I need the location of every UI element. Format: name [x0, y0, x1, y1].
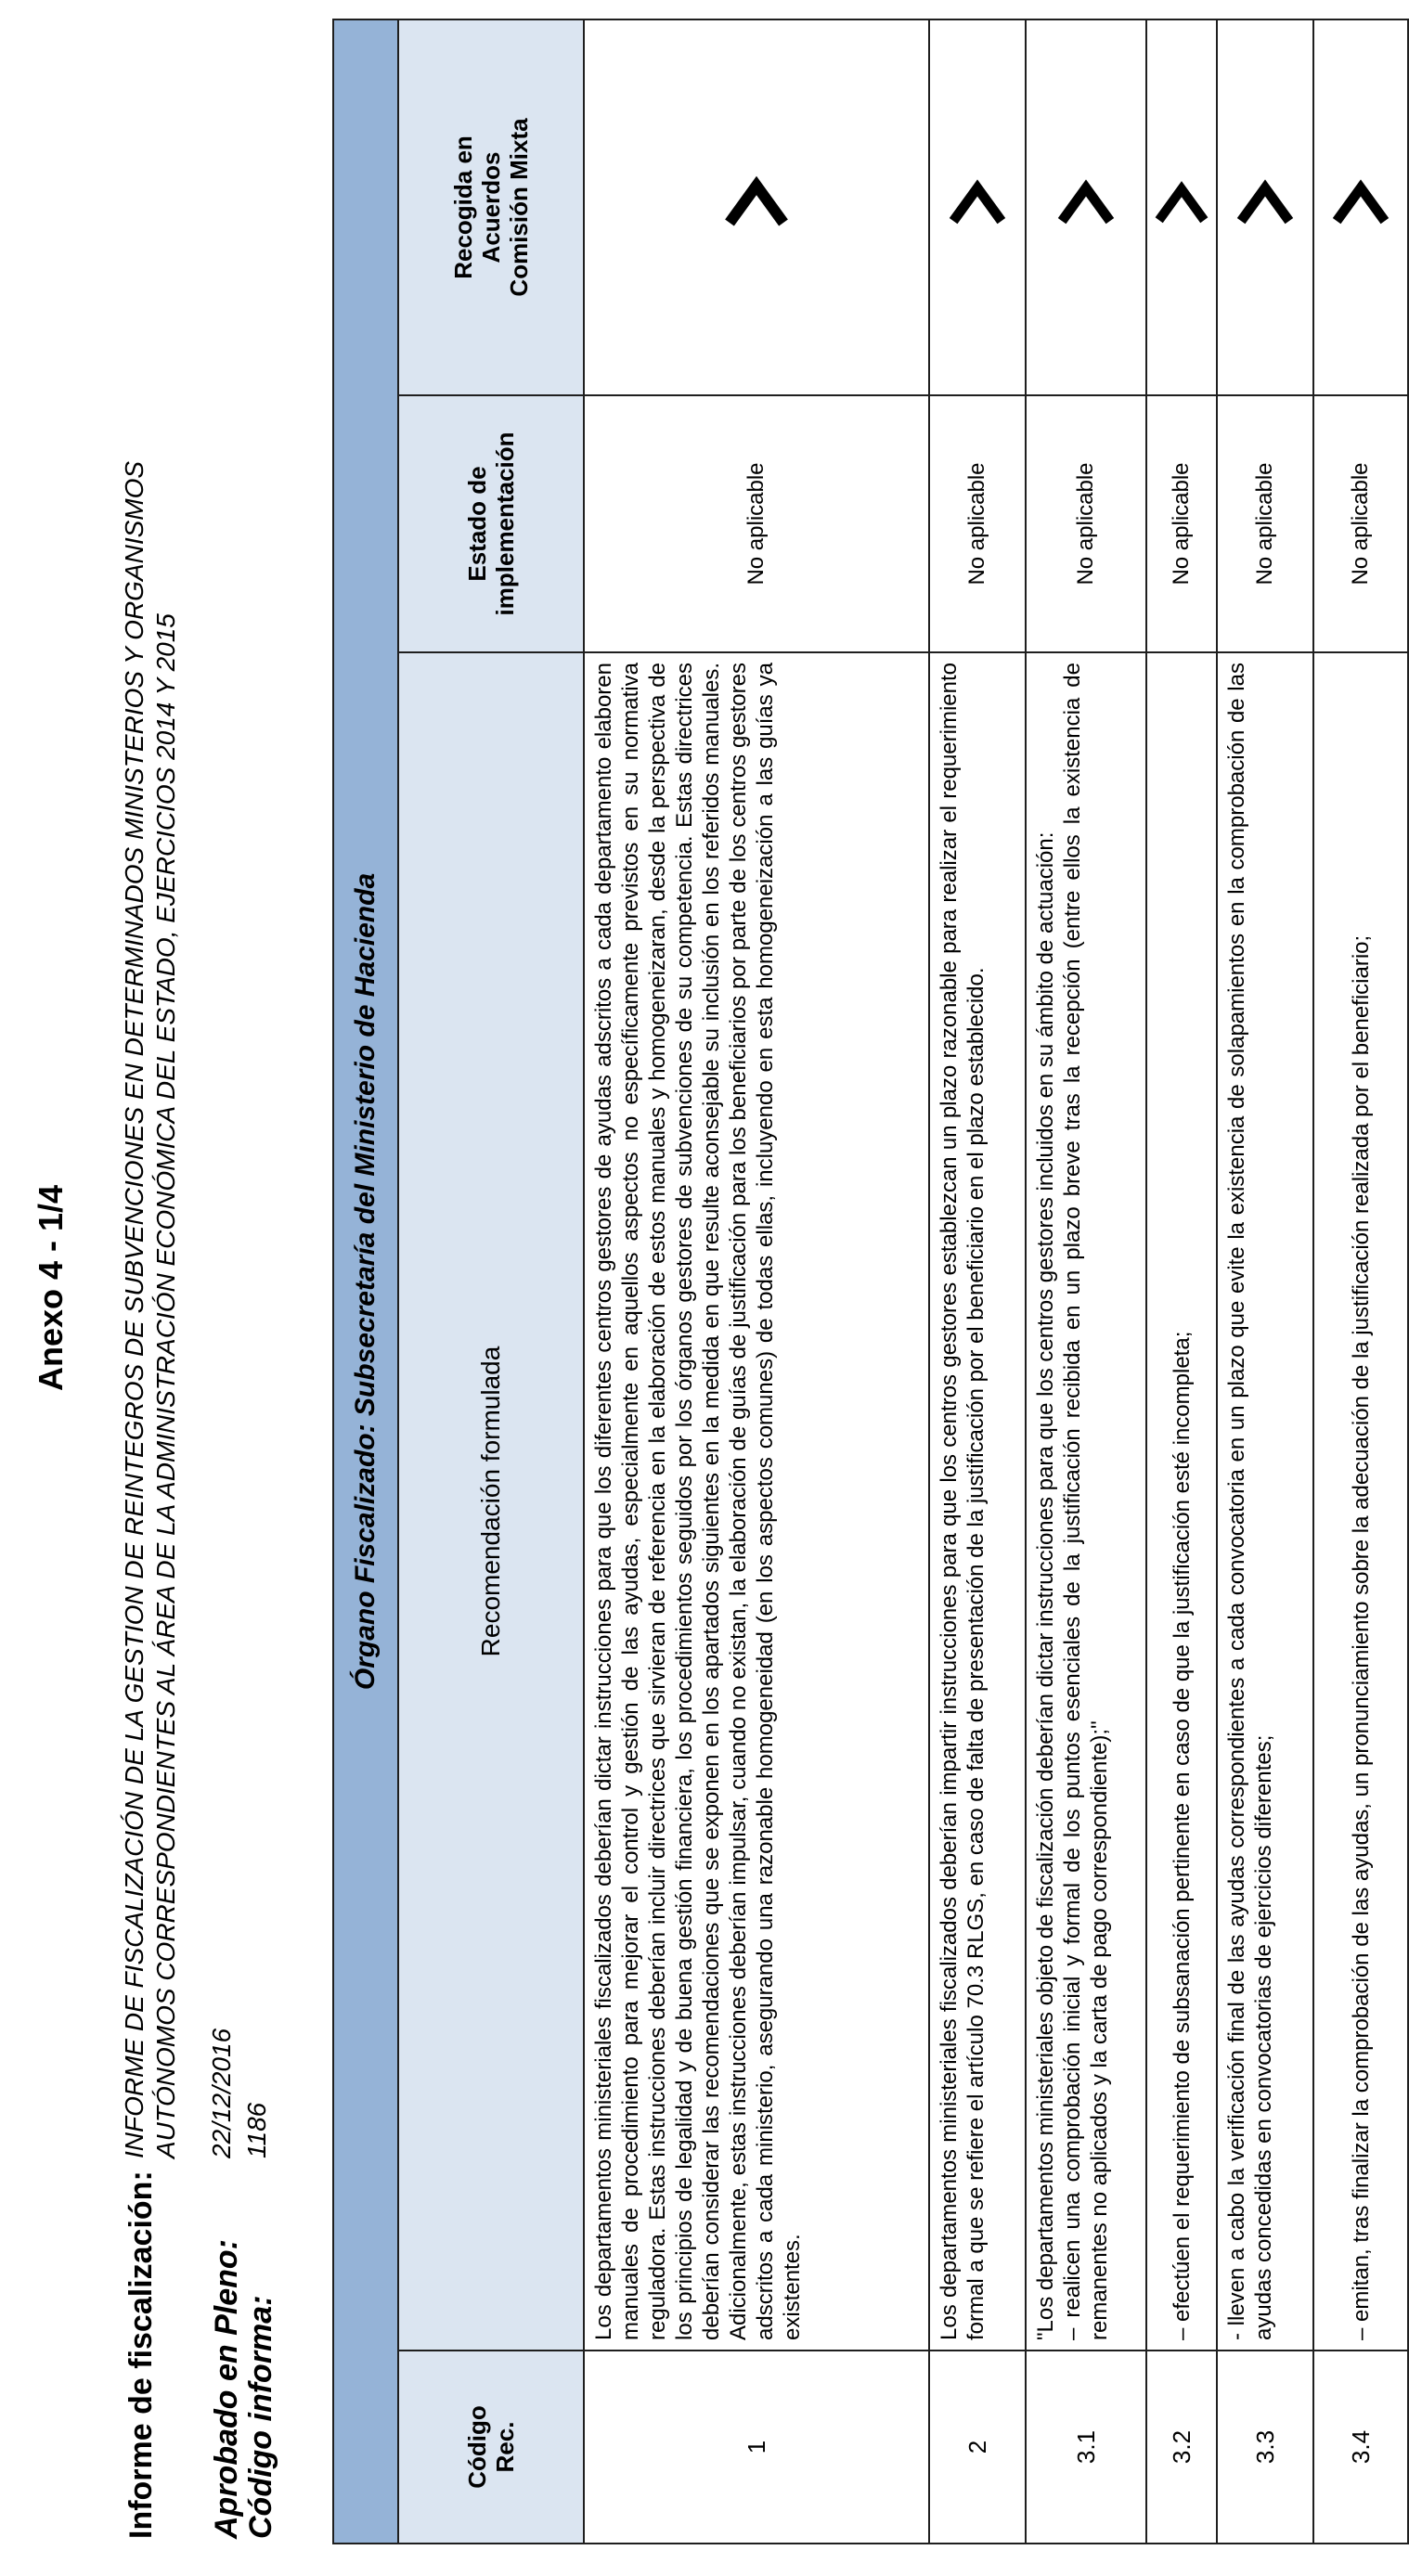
table-row — [1313, 19, 1408, 2544]
row-check — [1217, 19, 1313, 395]
row-text-line: – realicen una comprobación inicial y formal de los puntos esenciales de la justificación recibida en un plazo breve tras la recepción (entre ellos la existencia de remanentes no aplicados y la carta de pago correspondiente);" — [1060, 663, 1112, 2340]
recommendations-table — [332, 19, 1409, 2544]
row-text: – emitan, tras finalizar la comprobación de las ayudas, un pronunciamiento sobre la adecuación de la justificación realizada por el beneficiario; — [1313, 652, 1408, 2351]
row-code: 1 — [584, 2351, 929, 2544]
row-check — [584, 19, 929, 395]
checkmark-icon — [947, 177, 1008, 238]
table-row — [1146, 19, 1217, 2544]
col-recogida: Recogida en Acuerdos Comisión Mixta — [398, 19, 584, 395]
row-text: Los departamentos ministeriales fiscalizados deberían dictar instrucciones para que los diferentes centros gestores de ayudas adscritos a cada departamento elaboren manuales de procedimiento para mejorar el control y gestión de las ayudas, especialmente en aquellos aspectos no específicamente previstos en su normativa reguladora. Estas instrucciones deberían incluir directrices que sirvieran de referencia en la elaboración de estos manuales y homogeneizaran, desde la perspectiva de los principios de legalidad y de buena gestión financiera, los procedimientos seguidos por los órganos gestores de subvenciones de su competencia. Estas directrices deberían considerar las recomendaciones que se exponen en los apartados siguientes en la medida en que resulte aconsejable su inclusión en los referidos manuales. Adicionalmente, estas instrucciones deberían impulsar, cuando no existan, la elaboración de guías de justificación para los beneficiarios por parte de los centros gestores adscritos a cada ministerio, asegurando una razonable homogeneidad (en los aspectos comunes) de todas ellas, incluyendo en esta homogeneización a las guías ya existentes. — [584, 652, 929, 2351]
row-text: – efectúen el requerimiento de subsanación pertinente en caso de que la justificación esté incompleta; — [1146, 652, 1217, 2351]
recommendations-table-wrap — [332, 20, 1409, 2544]
checkmark-icon — [1234, 177, 1296, 238]
informe-label: Informe de fiscalización: — [123, 2170, 159, 2539]
row-code: 3.1 — [1026, 2351, 1146, 2544]
row-estado: No aplicable — [1313, 395, 1408, 652]
col-estado: Estado de implementación — [398, 395, 584, 652]
row-code: 3.4 — [1313, 2351, 1408, 2544]
aprobado-label: Aprobado en Pleno: — [209, 2239, 244, 2539]
col-recomendacion: Recomendación formulada — [398, 652, 584, 2351]
row-check — [1026, 19, 1146, 395]
row-check — [1313, 19, 1408, 395]
row-code: 2 — [929, 2351, 1026, 2544]
checkmark-icon — [1055, 177, 1117, 238]
checkmark-icon — [1330, 177, 1391, 238]
row-code: 3.2 — [1146, 2351, 1217, 2544]
codigo-value: 1186 — [242, 2102, 271, 2158]
row-estado: No aplicable — [1217, 395, 1313, 652]
organo-row — [333, 19, 398, 2544]
row-text-line: "Los departamentos ministeriales objeto de fiscalización deberían dictar instrucciones para que los centros gestores incluidos en su ámbito de actuación: — [1033, 831, 1058, 2340]
row-text: Los departamentos ministeriales fiscalizados deberían impartir instrucciones para que los centros gestores establezcan un plazo razonable para realizar el requerimiento formal a que se refiere el artículo 70.3 RLGS, en caso de falta de presentación de la justificación por el beneficiario en el plazo establecido. — [929, 652, 1026, 2351]
row-estado: No aplicable — [1146, 395, 1217, 652]
col-codigo: Código Rec. — [398, 2351, 584, 2544]
annex-title: Anexo 4 - 1/4 — [32, 1184, 70, 1392]
table-row — [584, 19, 929, 2544]
checkmark-icon — [1153, 179, 1210, 237]
table-row — [1026, 19, 1146, 2544]
row-text — [1026, 652, 1146, 2351]
informe-value: INFORME DE FISCALIZACIÓN DE LA GESTION DE REINTEGROS DE SUBVENCIONES EN DETERMINADOS MINISTERIOS Y ORGANISMOS AUTÓNOMOS CORRESPONDIENTES AL ÁREA DE LA ADMINISTRACIÓN ECONÓMICA DEL ESTADO, EJERCICIOS 2014 Y 2015 — [120, 460, 180, 2158]
row-text: - lleven a cabo la verificación final de las ayudas correspondientes a cada convocatoria en un plazo que evite la existencia de solapamientos en la comprobación de las ayudas concedidas en convocatorias de ejercicios diferentes; — [1217, 652, 1313, 2351]
row-estado: No aplicable — [929, 395, 1026, 652]
table-row — [929, 19, 1026, 2544]
column-header-row — [398, 19, 584, 2544]
row-code: 3.3 — [1217, 2351, 1313, 2544]
row-estado: No aplicable — [584, 395, 929, 652]
codigo-label: Código informa: — [243, 2295, 278, 2539]
row-estado: No aplicable — [1026, 395, 1146, 652]
aprobado-value: 22/12/2016 — [207, 2028, 236, 2158]
organo-title: Órgano Fiscalizado: Subsecretaría del Ministerio de Hacienda — [333, 19, 398, 2544]
row-check — [1146, 19, 1217, 395]
row-check — [929, 19, 1026, 395]
table-row — [1217, 19, 1313, 2544]
checkmark-icon — [722, 174, 791, 242]
